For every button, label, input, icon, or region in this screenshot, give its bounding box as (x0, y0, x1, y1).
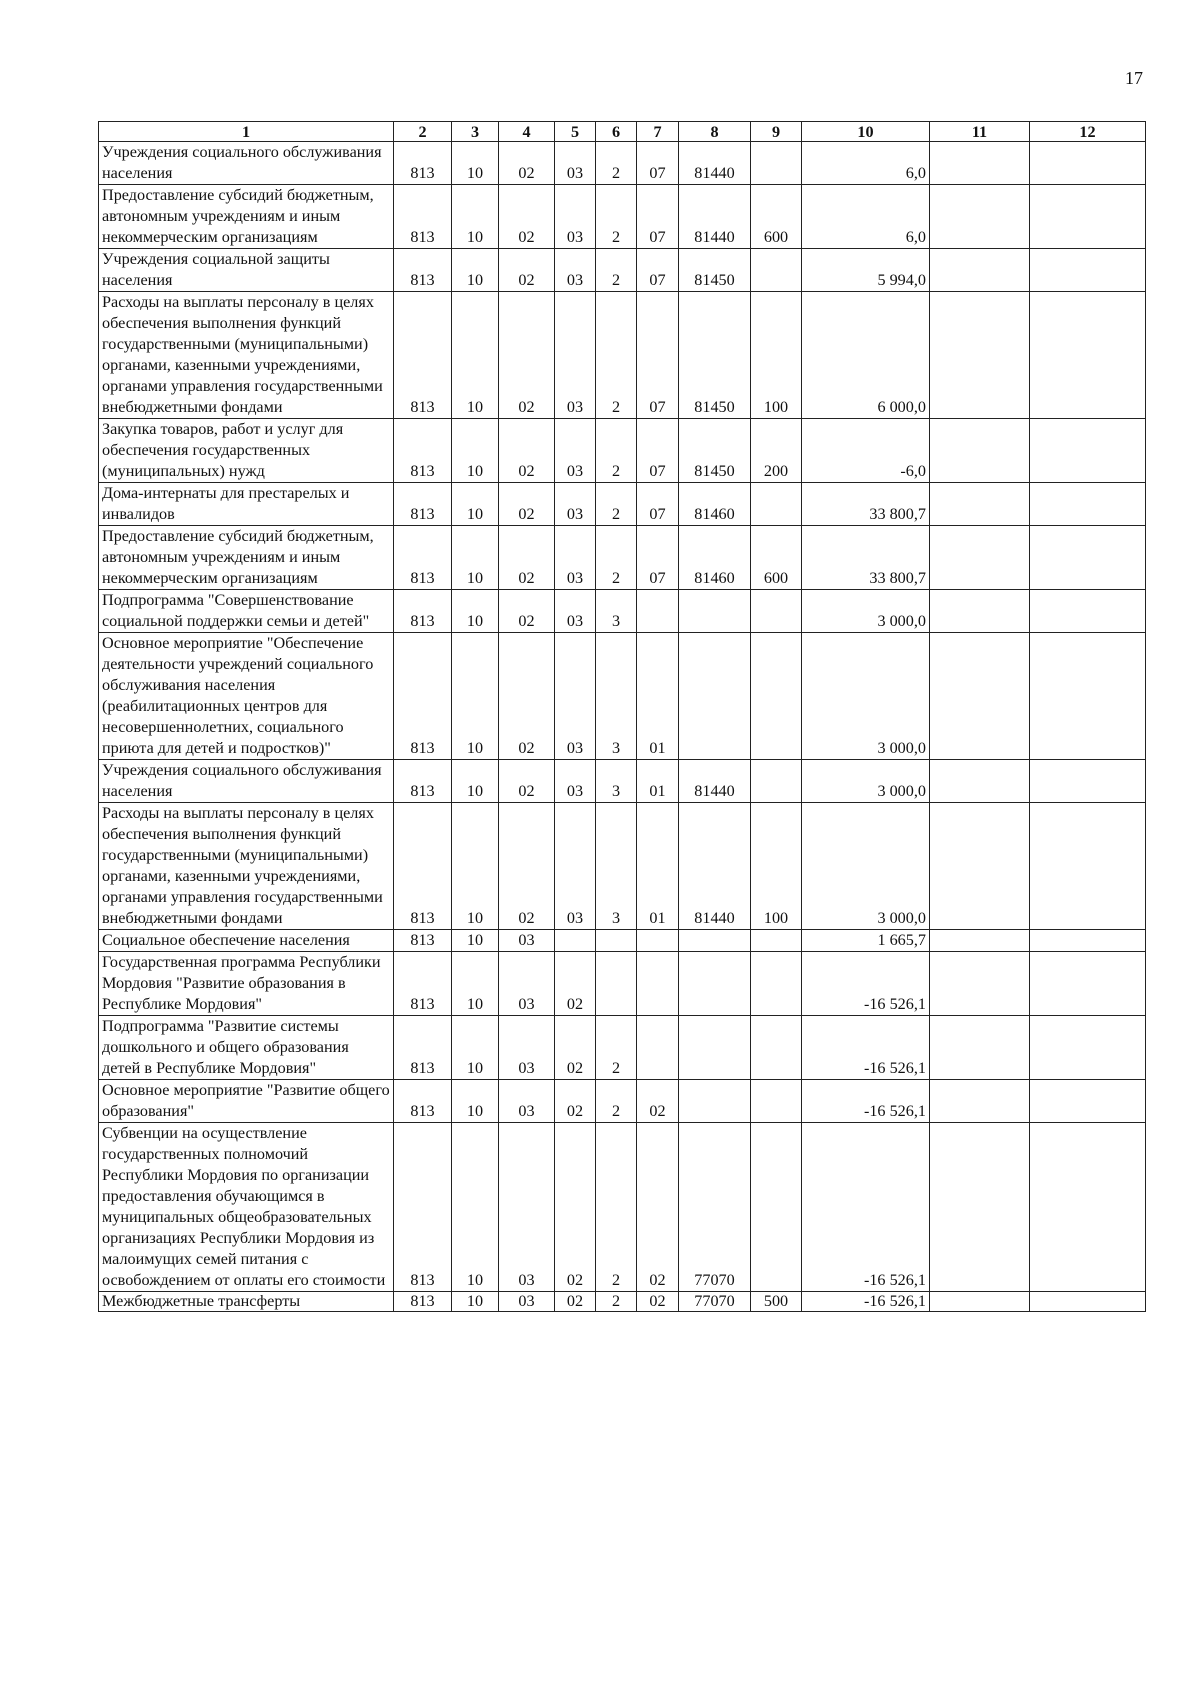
code-cell-2: 813 (394, 633, 452, 760)
amount-cell: 3 000,0 (802, 633, 930, 760)
code-cell-4: 02 (499, 483, 555, 526)
row-name-cell: Расходы на выплаты персоналу в целях обеспечения выполнения функций государственными (муниципальными) органами, казенными учреждениями, органами управления государственными внебюджетными фондами (99, 803, 394, 930)
code-cell-3: 10 (452, 1123, 499, 1292)
code-cell-8: 81460 (679, 483, 751, 526)
code-cell-9 (751, 760, 802, 803)
code-cell-12 (1030, 1080, 1146, 1123)
code-cell-3: 10 (452, 952, 499, 1016)
row-name-cell: Основное мероприятие "Обеспечение деятельности учреждений социального обслуживания населения (реабилитационных центров для несовершеннолетних, социального приюта для детей и подростков)" (99, 633, 394, 760)
row-name-cell: Учреждения социальной защиты населения (99, 249, 394, 292)
code-cell-6: 2 (596, 1016, 637, 1080)
column-header: 11 (930, 122, 1030, 142)
code-cell-7: 02 (637, 1292, 679, 1312)
code-cell-6: 2 (596, 185, 637, 249)
code-cell-3: 10 (452, 483, 499, 526)
code-cell-5 (555, 930, 596, 952)
code-cell-3: 10 (452, 930, 499, 952)
amount-cell: 6 000,0 (802, 292, 930, 419)
code-cell-2: 813 (394, 292, 452, 419)
column-header: 4 (499, 122, 555, 142)
code-cell-8: 81440 (679, 803, 751, 930)
code-cell-4: 02 (499, 760, 555, 803)
code-cell-2: 813 (394, 185, 452, 249)
code-cell-7: 01 (637, 633, 679, 760)
code-cell-8: 81450 (679, 419, 751, 483)
code-cell-7: 07 (637, 292, 679, 419)
code-cell-12 (1030, 1292, 1146, 1312)
table-row (99, 292, 1146, 419)
row-name-cell: Подпрограмма "Развитие системы дошкольного и общего образования детей в Республике Мордовия" (99, 1016, 394, 1080)
amount-cell: 33 800,7 (802, 483, 930, 526)
code-cell-5: 03 (555, 760, 596, 803)
table-row (99, 185, 1146, 249)
code-cell-4: 02 (499, 633, 555, 760)
code-cell-6 (596, 930, 637, 952)
column-header: 3 (452, 122, 499, 142)
code-cell-2: 813 (394, 930, 452, 952)
code-cell-11 (930, 952, 1030, 1016)
code-cell-12 (1030, 185, 1146, 249)
code-cell-5: 02 (555, 1080, 596, 1123)
amount-cell: 5 994,0 (802, 249, 930, 292)
code-cell-8 (679, 1080, 751, 1123)
code-cell-4: 02 (499, 419, 555, 483)
code-cell-5: 03 (555, 633, 596, 760)
row-name-cell: Предоставление субсидий бюджетным, автономным учреждениям и иным некоммерческим организациям (99, 526, 394, 590)
row-name-cell: Подпрограмма "Совершенствование социальной поддержки семьи и детей" (99, 590, 394, 633)
code-cell-12 (1030, 1123, 1146, 1292)
code-cell-8 (679, 930, 751, 952)
code-cell-7: 07 (637, 419, 679, 483)
code-cell-11 (930, 633, 1030, 760)
code-cell-12 (1030, 760, 1146, 803)
code-cell-5: 03 (555, 419, 596, 483)
amount-cell: 33 800,7 (802, 526, 930, 590)
code-cell-6: 2 (596, 142, 637, 185)
amount-cell: -16 526,1 (802, 1016, 930, 1080)
row-name-cell: Субвенции на осуществление государственных полномочий Республики Мордовия по организации предоставления обучающимся в муниципальных общеобразовательных организациях Республики Мордовия из малоимущих семей питания с освобождением от оплаты его стоимости (99, 1123, 394, 1292)
row-name-cell: Предоставление субсидий бюджетным, автономным учреждениям и иным некоммерческим организациям (99, 185, 394, 249)
amount-cell: 6,0 (802, 185, 930, 249)
table-row (99, 419, 1146, 483)
code-cell-7 (637, 1016, 679, 1080)
row-name-cell: Учреждения социального обслуживания населения (99, 760, 394, 803)
code-cell-2: 813 (394, 1016, 452, 1080)
table-row (99, 760, 1146, 803)
code-cell-11 (930, 1016, 1030, 1080)
code-cell-8 (679, 633, 751, 760)
code-cell-8: 81450 (679, 249, 751, 292)
code-cell-7: 07 (637, 185, 679, 249)
code-cell-6: 3 (596, 760, 637, 803)
table-row (99, 249, 1146, 292)
amount-cell: -16 526,1 (802, 1080, 930, 1123)
code-cell-9 (751, 1123, 802, 1292)
code-cell-3: 10 (452, 1080, 499, 1123)
code-cell-7: 01 (637, 803, 679, 930)
code-cell-4: 02 (499, 249, 555, 292)
budget-table (98, 121, 1146, 1312)
code-cell-4: 02 (499, 142, 555, 185)
row-name-cell: Дома-интернаты для престарелых и инвалидов (99, 483, 394, 526)
code-cell-12 (1030, 952, 1146, 1016)
code-cell-11 (930, 185, 1030, 249)
code-cell-9 (751, 1016, 802, 1080)
code-cell-5: 03 (555, 292, 596, 419)
amount-cell: 3 000,0 (802, 760, 930, 803)
code-cell-6: 2 (596, 483, 637, 526)
code-cell-9 (751, 633, 802, 760)
code-cell-7: 07 (637, 249, 679, 292)
code-cell-8: 81450 (679, 292, 751, 419)
table-row (99, 803, 1146, 930)
amount-cell: 1 665,7 (802, 930, 930, 952)
code-cell-7: 07 (637, 483, 679, 526)
code-cell-11 (930, 419, 1030, 483)
code-cell-4: 03 (499, 1123, 555, 1292)
code-cell-4: 02 (499, 185, 555, 249)
code-cell-2: 813 (394, 249, 452, 292)
code-cell-8: 77070 (679, 1292, 751, 1312)
table-body (99, 142, 1146, 1312)
code-cell-3: 10 (452, 633, 499, 760)
code-cell-5: 03 (555, 483, 596, 526)
code-cell-7: 07 (637, 142, 679, 185)
code-cell-3: 10 (452, 249, 499, 292)
code-cell-3: 10 (452, 1292, 499, 1312)
code-cell-4: 02 (499, 292, 555, 419)
amount-cell: -16 526,1 (802, 1123, 930, 1292)
code-cell-2: 813 (394, 1123, 452, 1292)
column-header: 1 (99, 122, 394, 142)
code-cell-5: 02 (555, 1292, 596, 1312)
code-cell-3: 10 (452, 526, 499, 590)
code-cell-6 (596, 952, 637, 1016)
code-cell-4: 03 (499, 1292, 555, 1312)
code-cell-12 (1030, 249, 1146, 292)
code-cell-12 (1030, 803, 1146, 930)
code-cell-3: 10 (452, 1016, 499, 1080)
code-cell-2: 813 (394, 1080, 452, 1123)
code-cell-3: 10 (452, 292, 499, 419)
code-cell-2: 813 (394, 526, 452, 590)
code-cell-6: 2 (596, 249, 637, 292)
column-header: 12 (1030, 122, 1146, 142)
row-name-cell: Учреждения социального обслуживания населения (99, 142, 394, 185)
code-cell-7 (637, 952, 679, 1016)
amount-cell: -16 526,1 (802, 1292, 930, 1312)
code-cell-4: 03 (499, 1080, 555, 1123)
code-cell-7: 02 (637, 1080, 679, 1123)
code-cell-12 (1030, 1016, 1146, 1080)
code-cell-12 (1030, 526, 1146, 590)
column-header: 8 (679, 122, 751, 142)
code-cell-9: 200 (751, 419, 802, 483)
code-cell-12 (1030, 930, 1146, 952)
code-cell-12 (1030, 142, 1146, 185)
code-cell-6: 2 (596, 1123, 637, 1292)
code-cell-5: 02 (555, 952, 596, 1016)
code-cell-3: 10 (452, 760, 499, 803)
code-cell-11 (930, 1080, 1030, 1123)
code-cell-9 (751, 1080, 802, 1123)
code-cell-5: 02 (555, 1123, 596, 1292)
code-cell-9 (751, 952, 802, 1016)
table-row (99, 952, 1146, 1016)
code-cell-7 (637, 930, 679, 952)
code-cell-9: 600 (751, 526, 802, 590)
code-cell-6: 2 (596, 292, 637, 419)
column-header: 9 (751, 122, 802, 142)
code-cell-12 (1030, 483, 1146, 526)
code-cell-8: 81440 (679, 185, 751, 249)
code-cell-7: 02 (637, 1123, 679, 1292)
code-cell-8 (679, 590, 751, 633)
table-row (99, 142, 1146, 185)
code-cell-6: 2 (596, 526, 637, 590)
code-cell-11 (930, 292, 1030, 419)
code-cell-11 (930, 1292, 1030, 1312)
code-cell-9 (751, 142, 802, 185)
code-cell-2: 813 (394, 483, 452, 526)
table-row (99, 1292, 1146, 1312)
code-cell-4: 02 (499, 526, 555, 590)
amount-cell: -16 526,1 (802, 952, 930, 1016)
code-cell-6: 3 (596, 633, 637, 760)
code-cell-9: 600 (751, 185, 802, 249)
code-cell-5: 03 (555, 526, 596, 590)
table-header-row (99, 122, 1146, 142)
code-cell-11 (930, 1123, 1030, 1292)
code-cell-5: 03 (555, 185, 596, 249)
code-cell-8 (679, 952, 751, 1016)
amount-cell: 6,0 (802, 142, 930, 185)
column-header: 6 (596, 122, 637, 142)
code-cell-2: 813 (394, 952, 452, 1016)
code-cell-7: 07 (637, 526, 679, 590)
table-row (99, 526, 1146, 590)
code-cell-2: 813 (394, 1292, 452, 1312)
row-name-cell: Социальное обеспечение населения (99, 930, 394, 952)
code-cell-11 (930, 760, 1030, 803)
amount-cell: -6,0 (802, 419, 930, 483)
code-cell-2: 813 (394, 142, 452, 185)
column-header: 10 (802, 122, 930, 142)
code-cell-3: 10 (452, 142, 499, 185)
table-row (99, 633, 1146, 760)
code-cell-11 (930, 930, 1030, 952)
page-number: 17 (1125, 68, 1143, 88)
code-cell-9 (751, 590, 802, 633)
code-cell-8: 81460 (679, 526, 751, 590)
table-row (99, 1123, 1146, 1292)
code-cell-8: 77070 (679, 1123, 751, 1292)
code-cell-7: 01 (637, 760, 679, 803)
code-cell-12 (1030, 590, 1146, 633)
code-cell-11 (930, 803, 1030, 930)
row-name-cell: Расходы на выплаты персоналу в целях обеспечения выполнения функций государственными (муниципальными) органами, казенными учреждениями, органами управления государственными внебюджетными фондами (99, 292, 394, 419)
code-cell-12 (1030, 292, 1146, 419)
code-cell-3: 10 (452, 185, 499, 249)
code-cell-5: 02 (555, 1016, 596, 1080)
code-cell-6: 2 (596, 1080, 637, 1123)
code-cell-2: 813 (394, 590, 452, 633)
code-cell-9: 100 (751, 803, 802, 930)
amount-cell: 3 000,0 (802, 803, 930, 930)
column-header: 7 (637, 122, 679, 142)
code-cell-11 (930, 590, 1030, 633)
row-name-cell: Межбюджетные трансферты (99, 1292, 394, 1312)
code-cell-9 (751, 930, 802, 952)
code-cell-11 (930, 483, 1030, 526)
table-row (99, 930, 1146, 952)
code-cell-9: 500 (751, 1292, 802, 1312)
code-cell-11 (930, 142, 1030, 185)
code-cell-5: 03 (555, 803, 596, 930)
code-cell-4: 02 (499, 803, 555, 930)
code-cell-11 (930, 249, 1030, 292)
code-cell-6: 2 (596, 1292, 637, 1312)
code-cell-2: 813 (394, 419, 452, 483)
code-cell-3: 10 (452, 419, 499, 483)
code-cell-4: 03 (499, 1016, 555, 1080)
code-cell-9 (751, 249, 802, 292)
column-header: 5 (555, 122, 596, 142)
code-cell-6: 2 (596, 419, 637, 483)
amount-cell: 3 000,0 (802, 590, 930, 633)
row-name-cell: Основное мероприятие "Развитие общего образования" (99, 1080, 394, 1123)
table-row (99, 1016, 1146, 1080)
code-cell-6: 3 (596, 803, 637, 930)
code-cell-12 (1030, 419, 1146, 483)
code-cell-4: 02 (499, 590, 555, 633)
code-cell-4: 03 (499, 952, 555, 1016)
code-cell-5: 03 (555, 142, 596, 185)
code-cell-11 (930, 526, 1030, 590)
row-name-cell: Государственная программа Республики Мордовия "Развитие образования в Республике Мордовия" (99, 952, 394, 1016)
table-row (99, 483, 1146, 526)
code-cell-3: 10 (452, 590, 499, 633)
code-cell-7 (637, 590, 679, 633)
table-row (99, 1080, 1146, 1123)
code-cell-8: 81440 (679, 760, 751, 803)
row-name-cell: Закупка товаров, работ и услуг для обеспечения государственных (муниципальных) нужд (99, 419, 394, 483)
code-cell-5: 03 (555, 249, 596, 292)
code-cell-9: 100 (751, 292, 802, 419)
code-cell-2: 813 (394, 803, 452, 930)
table-row (99, 590, 1146, 633)
code-cell-9 (751, 483, 802, 526)
code-cell-6: 3 (596, 590, 637, 633)
code-cell-5: 03 (555, 590, 596, 633)
code-cell-3: 10 (452, 803, 499, 930)
code-cell-12 (1030, 633, 1146, 760)
code-cell-8: 81440 (679, 142, 751, 185)
code-cell-2: 813 (394, 760, 452, 803)
code-cell-8 (679, 1016, 751, 1080)
code-cell-4: 03 (499, 930, 555, 952)
column-header: 2 (394, 122, 452, 142)
